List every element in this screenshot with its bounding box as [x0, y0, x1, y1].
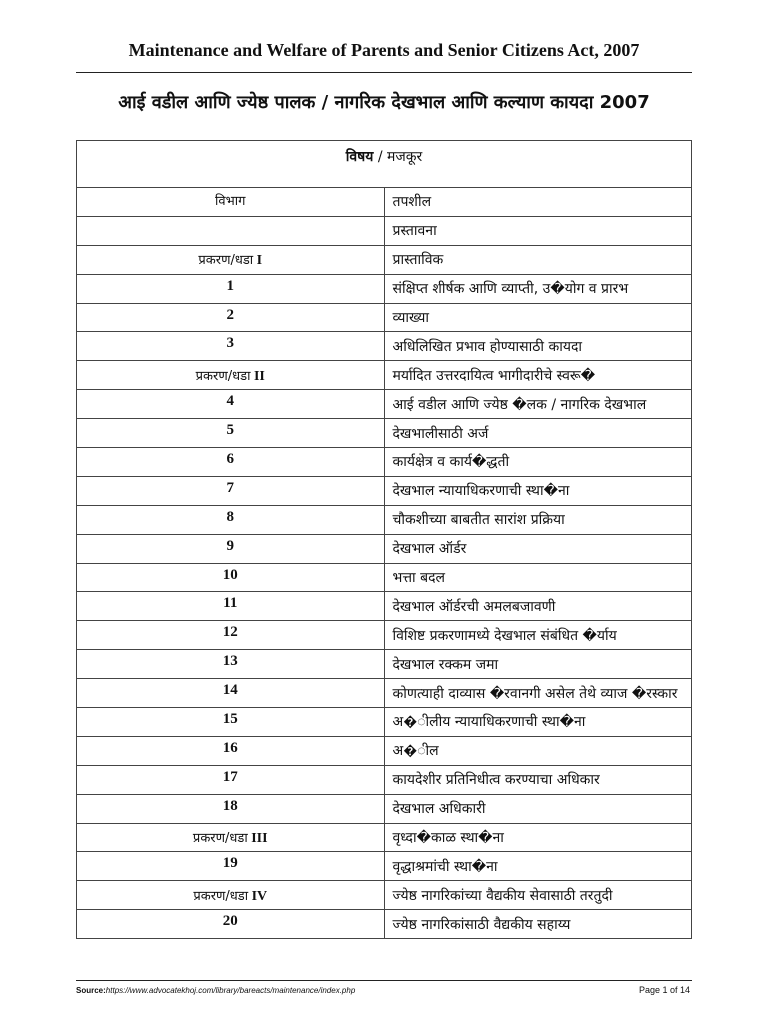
table-row	[77, 650, 692, 679]
chapter-numeral: II	[250, 368, 265, 384]
section-number-cell	[77, 361, 385, 390]
section-number-cell: 16	[77, 736, 385, 765]
table-row	[77, 216, 692, 245]
section-title-cell: वृद्धाश्रमांची स्था�ना	[384, 852, 692, 881]
table-row	[77, 534, 692, 563]
section-number-cell: 7	[77, 476, 385, 505]
section-title-cell: व्याख्या	[384, 303, 692, 332]
section-number-cell: 14	[77, 679, 385, 708]
table-row	[77, 245, 692, 274]
chapter-label: प्रकरण/धडा	[193, 888, 249, 904]
table-row	[77, 765, 692, 794]
table-row	[77, 794, 692, 823]
section-title-cell: संक्षिप्त शीर्षक आणि व्याप्ती, उ�योग व प्रारभ	[384, 274, 692, 303]
table-row	[77, 736, 692, 765]
section-title-cell: अधिलिखित प्रभाव होण्यासाठी कायदा	[384, 332, 692, 361]
table-row	[77, 563, 692, 592]
section-number-cell: 4	[77, 390, 385, 419]
document-header-title: Maintenance and Welfare of Parents and Senior Citizens Act, 2007	[128, 40, 640, 60]
table-row	[77, 708, 692, 737]
table-row	[77, 505, 692, 534]
table-row	[77, 332, 692, 361]
section-title-cell: चौकशीच्या बाबतीत सारांश प्रक्रिया	[384, 505, 692, 534]
section-number-cell: 15	[77, 708, 385, 737]
table-row	[77, 476, 692, 505]
table-row	[77, 621, 692, 650]
header-rule	[76, 72, 692, 73]
section-title-cell: वृध्दा�काळ स्था�ना	[384, 823, 692, 852]
table-row	[77, 592, 692, 621]
section-title-cell: कोणत्याही दाव्यास �रवानगी असेल तेथे व्याज �रस्कार	[384, 679, 692, 708]
table-row	[77, 188, 692, 217]
section-title-cell: भत्ता बदल	[384, 563, 692, 592]
section-number-cell: विभाग	[77, 188, 385, 217]
section-number-cell: 6	[77, 448, 385, 477]
section-title-cell: तपशील	[384, 188, 692, 217]
chapter-label: प्रकरण/धडा	[198, 253, 254, 269]
section-title-cell: ज्येष्ठ नागरिकांसाठी वैद्यकीय सहाय्य	[384, 910, 692, 939]
section-title-cell: अ�ीलीय न्यायाधिकरणाची स्था�ना	[384, 708, 692, 737]
table-row	[77, 303, 692, 332]
table-row	[77, 274, 692, 303]
section-number-cell: 20	[77, 910, 385, 939]
table-row	[77, 361, 692, 390]
section-title-cell: कायदेशीर प्रतिनिधीत्व करण्याचा अधिकार	[384, 765, 692, 794]
section-number-cell: 12	[77, 621, 385, 650]
section-title-cell: विशिष्ट प्रकरणामध्ये देखभाल संबंधित �र्याय	[384, 621, 692, 650]
section-title-cell: ज्येष्ठ नागरिकांच्या वैद्यकीय सेवासाठी तरतुदी	[384, 881, 692, 910]
section-number-cell: 3	[77, 332, 385, 361]
table-row	[77, 823, 692, 852]
table-row	[77, 679, 692, 708]
chapter-numeral: IV	[248, 888, 268, 904]
footer-source	[76, 986, 355, 995]
table-title-row	[77, 141, 692, 188]
table-row	[77, 852, 692, 881]
source-label: Source:	[76, 986, 106, 995]
section-title-cell: अ�ील	[384, 736, 692, 765]
section-title-cell: मर्यादित उत्तरदायित्व भागीदारीचे स्वरू�	[384, 361, 692, 390]
table-row	[77, 910, 692, 939]
footer-rule	[76, 980, 692, 981]
section-title-cell: प्रास्ताविक	[384, 245, 692, 274]
section-title-cell: देखभालीसाठी अर्ज	[384, 419, 692, 448]
section-title-cell: देखभाल रक्कम जमा	[384, 650, 692, 679]
section-title-cell: देखभाल न्यायाधिकरणाची स्था�ना	[384, 476, 692, 505]
section-title-cell: कार्यक्षेत्र व कार्य�द्धती	[384, 448, 692, 477]
marathi-title: आई वडील आणि ज्येष्ठ पालक / नागरिक देखभाल आणि कल्याण कायदा 2007	[118, 92, 650, 113]
chapter-label: प्रकरण/धडा	[195, 368, 251, 384]
section-title-cell: देखभाल अधिकारी	[384, 794, 692, 823]
section-number-cell: 17	[77, 765, 385, 794]
section-number-cell	[77, 245, 385, 274]
section-number-cell	[77, 881, 385, 910]
section-number-cell	[77, 216, 385, 245]
table-title-cell	[77, 141, 692, 188]
section-number-cell: 10	[77, 563, 385, 592]
page-number: Page 1 of 14	[638, 985, 690, 995]
section-number-cell: 13	[77, 650, 385, 679]
section-title-cell: देखभाल ऑर्डरची अमलबजावणी	[384, 592, 692, 621]
contents-table	[76, 140, 692, 939]
section-number-cell: 2	[77, 303, 385, 332]
section-number-cell: 5	[77, 419, 385, 448]
section-number-cell: 18	[77, 794, 385, 823]
chapter-label: प्रकरण/धडा	[192, 831, 248, 847]
table-row	[77, 881, 692, 910]
chapter-numeral: I	[253, 253, 263, 269]
table-row	[77, 448, 692, 477]
subject-label: विषय	[345, 149, 374, 165]
source-url[interactable]: https://www.advocatekhoj.com/library/bareacts/maintenance/index.php	[105, 986, 356, 995]
table-row	[77, 390, 692, 419]
section-title-cell: प्रस्तावना	[384, 216, 692, 245]
table-row	[77, 419, 692, 448]
section-number-cell: 8	[77, 505, 385, 534]
section-title-cell: देखभाल ऑर्डर	[384, 534, 692, 563]
section-number-cell: 1	[77, 274, 385, 303]
chapter-numeral: III	[247, 831, 268, 847]
content-label: / मजकूर	[373, 149, 423, 165]
section-title-cell: आई वडील आणि ज्येष्ठ �लक / नागरिक देखभाल	[384, 390, 692, 419]
section-number-cell: 19	[77, 852, 385, 881]
section-number-cell: 11	[77, 592, 385, 621]
section-number-cell: 9	[77, 534, 385, 563]
section-number-cell	[77, 823, 385, 852]
